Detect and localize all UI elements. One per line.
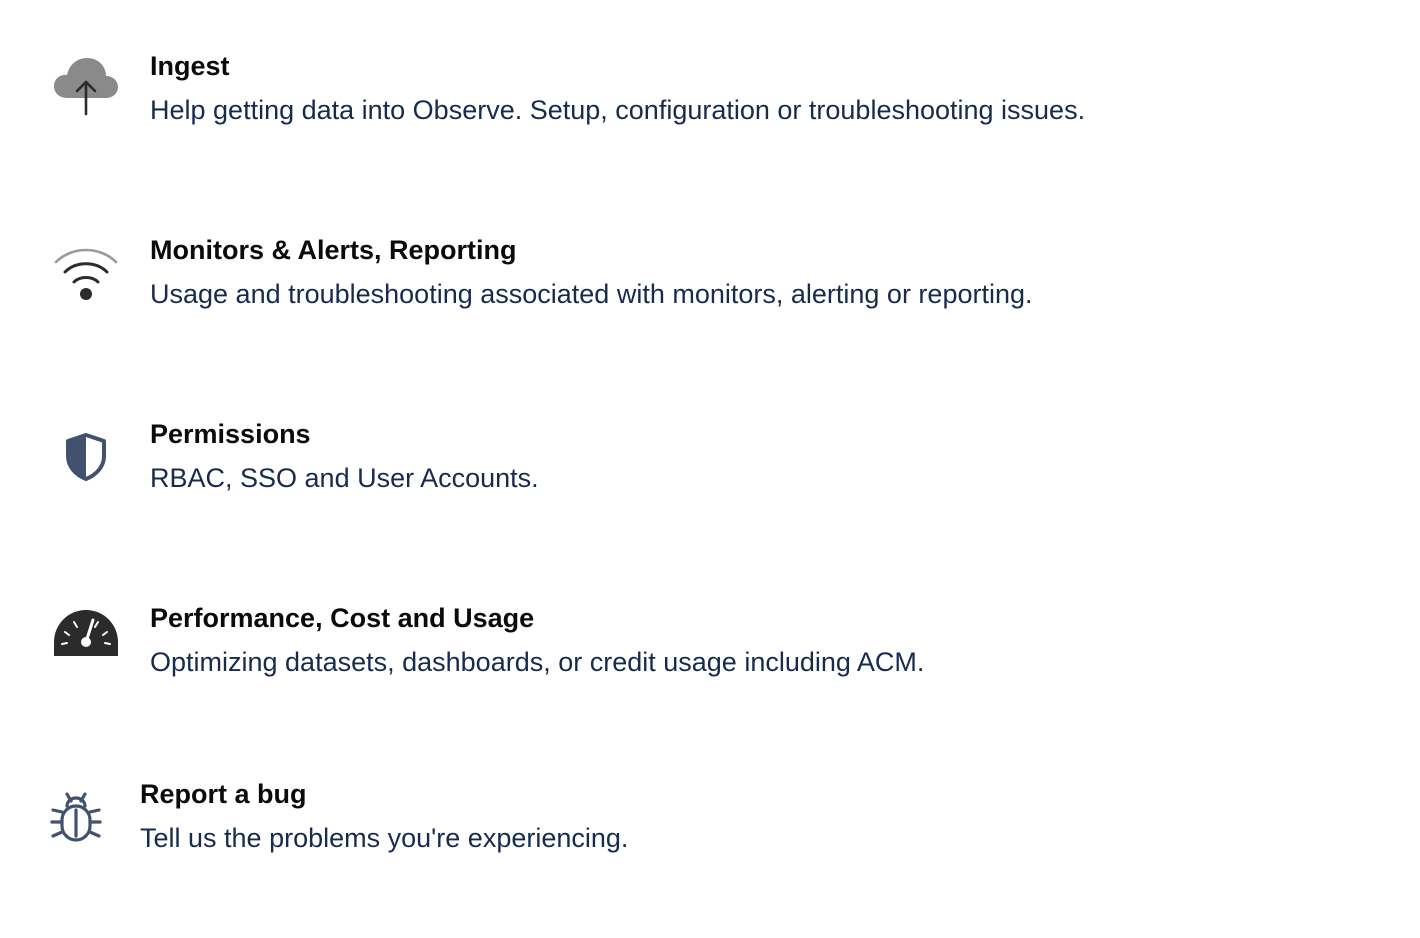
request-type-title: Permissions <box>150 419 311 449</box>
request-type-performance[interactable] <box>0 600 1420 710</box>
request-type-title: Monitors & Alerts, Reporting <box>150 235 517 265</box>
wifi-signal-icon <box>54 242 118 302</box>
request-type-permissions[interactable] <box>0 416 1420 526</box>
request-type-description: Tell us the problems you're experiencing. <box>140 823 629 853</box>
request-type-description: RBAC, SSO and User Accounts. <box>150 463 539 493</box>
request-type-title: Report a bug <box>140 779 307 809</box>
cloud-upload-icon <box>54 58 118 118</box>
request-type-monitors-alerts[interactable] <box>0 232 1420 342</box>
shield-icon <box>64 432 108 482</box>
request-type-ingest[interactable] <box>0 48 1420 158</box>
speedometer-icon <box>54 610 118 658</box>
request-type-description: Usage and troubleshooting associated with monitors, alerting or reporting. <box>150 279 1033 309</box>
request-type-title: Ingest <box>150 51 230 81</box>
request-type-description: Help getting data into Observe. Setup, configuration or troubleshooting issues. <box>150 95 1086 125</box>
bug-icon <box>50 790 102 846</box>
request-type-title: Performance, Cost and Usage <box>150 603 535 633</box>
request-type-report-bug[interactable] <box>0 776 1420 886</box>
request-type-description: Optimizing datasets, dashboards, or credit usage including ACM. <box>150 647 925 677</box>
